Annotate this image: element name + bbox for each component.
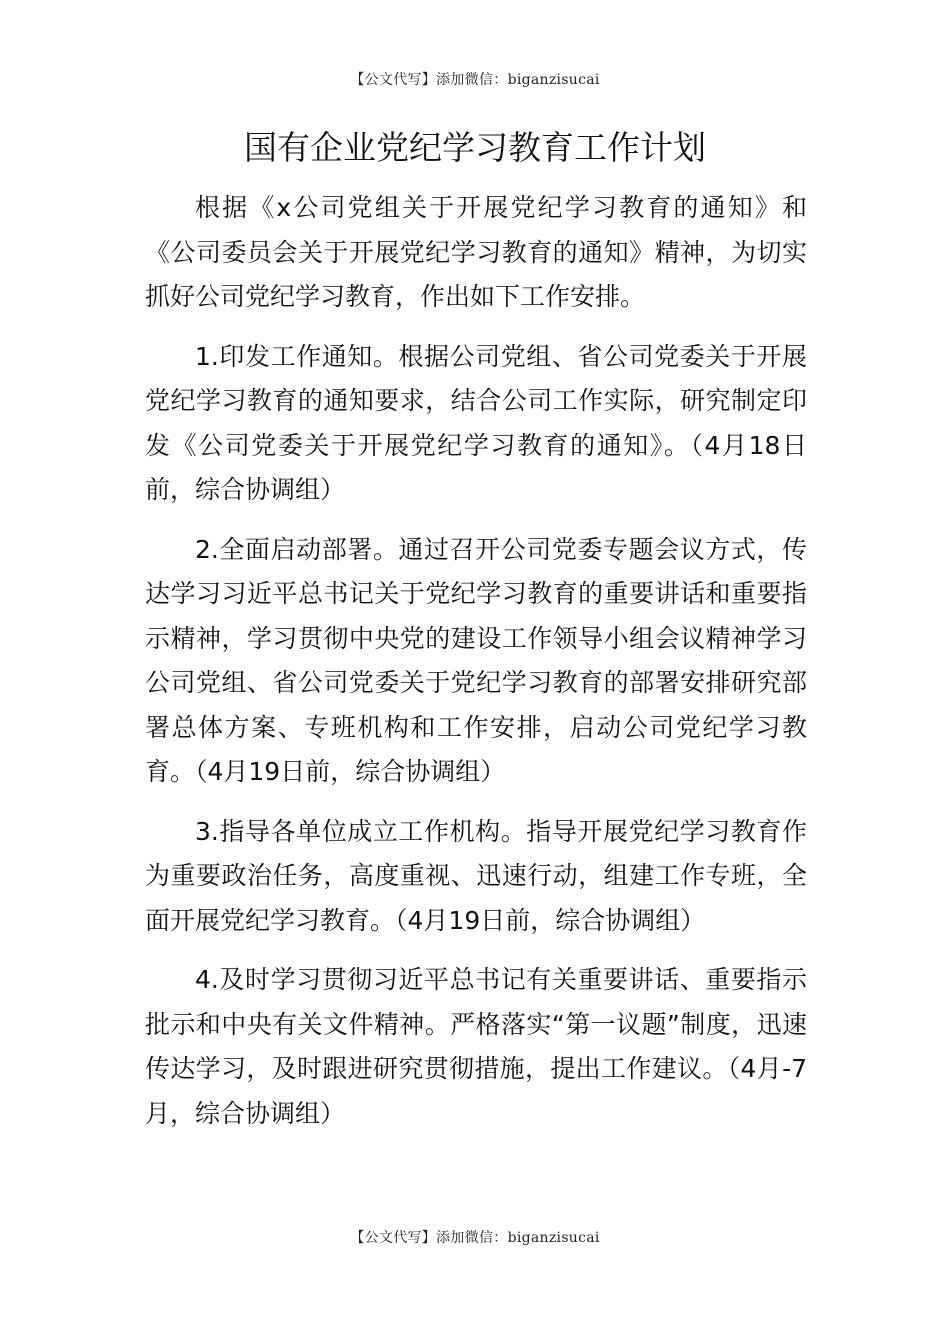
intro-paragraph: 根据《x公司党组关于开展党纪学习教育的通知》和《公司委员会关于开展党纪学习教育的通知》精神，为切实抓好公司党纪学习教育，作出如下工作安排。	[145, 193, 807, 311]
document-title: 国有企业党纪学习教育工作计划	[244, 128, 706, 167]
item-paragraph-4: 4.及时学习贯彻习近平总书记有关重要讲话、重要指示批示和中央有关文件精神。严格落实“第一议题”制度，迅速传达学习，及时跟进研究贯彻措施，提出工作建议。（4月-7月，综合协调组）	[145, 965, 807, 1128]
item-paragraph-2: 2.全面启动部署。通过召开公司党委专题会议方式，传达学习习近平总书记关于党纪学习教育的重要讲话和重要指示精神，学习贯彻中央党的建设工作领导小组会议精神学习公司党组、省公司党委关于党纪学习教育的部署安排研究部署总体方案、专班机构和工作安排，启动公司党纪学习教育。（4月19日前，综合协调组）	[145, 534, 807, 786]
page-footer: 【公文代写】添加微信：biganzisucai	[350, 1230, 600, 1246]
item-paragraph-1: 1.印发工作通知。根据公司党组、省公司党委关于开展党纪学习教育的通知要求，结合公司工作实际，研究制定印发《公司党委关于开展党纪学习教育的通知》。（4月18日前，综合协调组）	[145, 341, 807, 504]
item-paragraph-3: 3.指导各单位成立工作机构。指导开展党纪学习教育作为重要政治任务，高度重视、迅速行动，组建工作专班，全面开展党纪学习教育。（4月19日前，综合协调组）	[145, 816, 807, 935]
document-body	[145, 186, 807, 1151]
page-header: 【公文代写】添加微信：biganzisucai	[350, 72, 600, 88]
